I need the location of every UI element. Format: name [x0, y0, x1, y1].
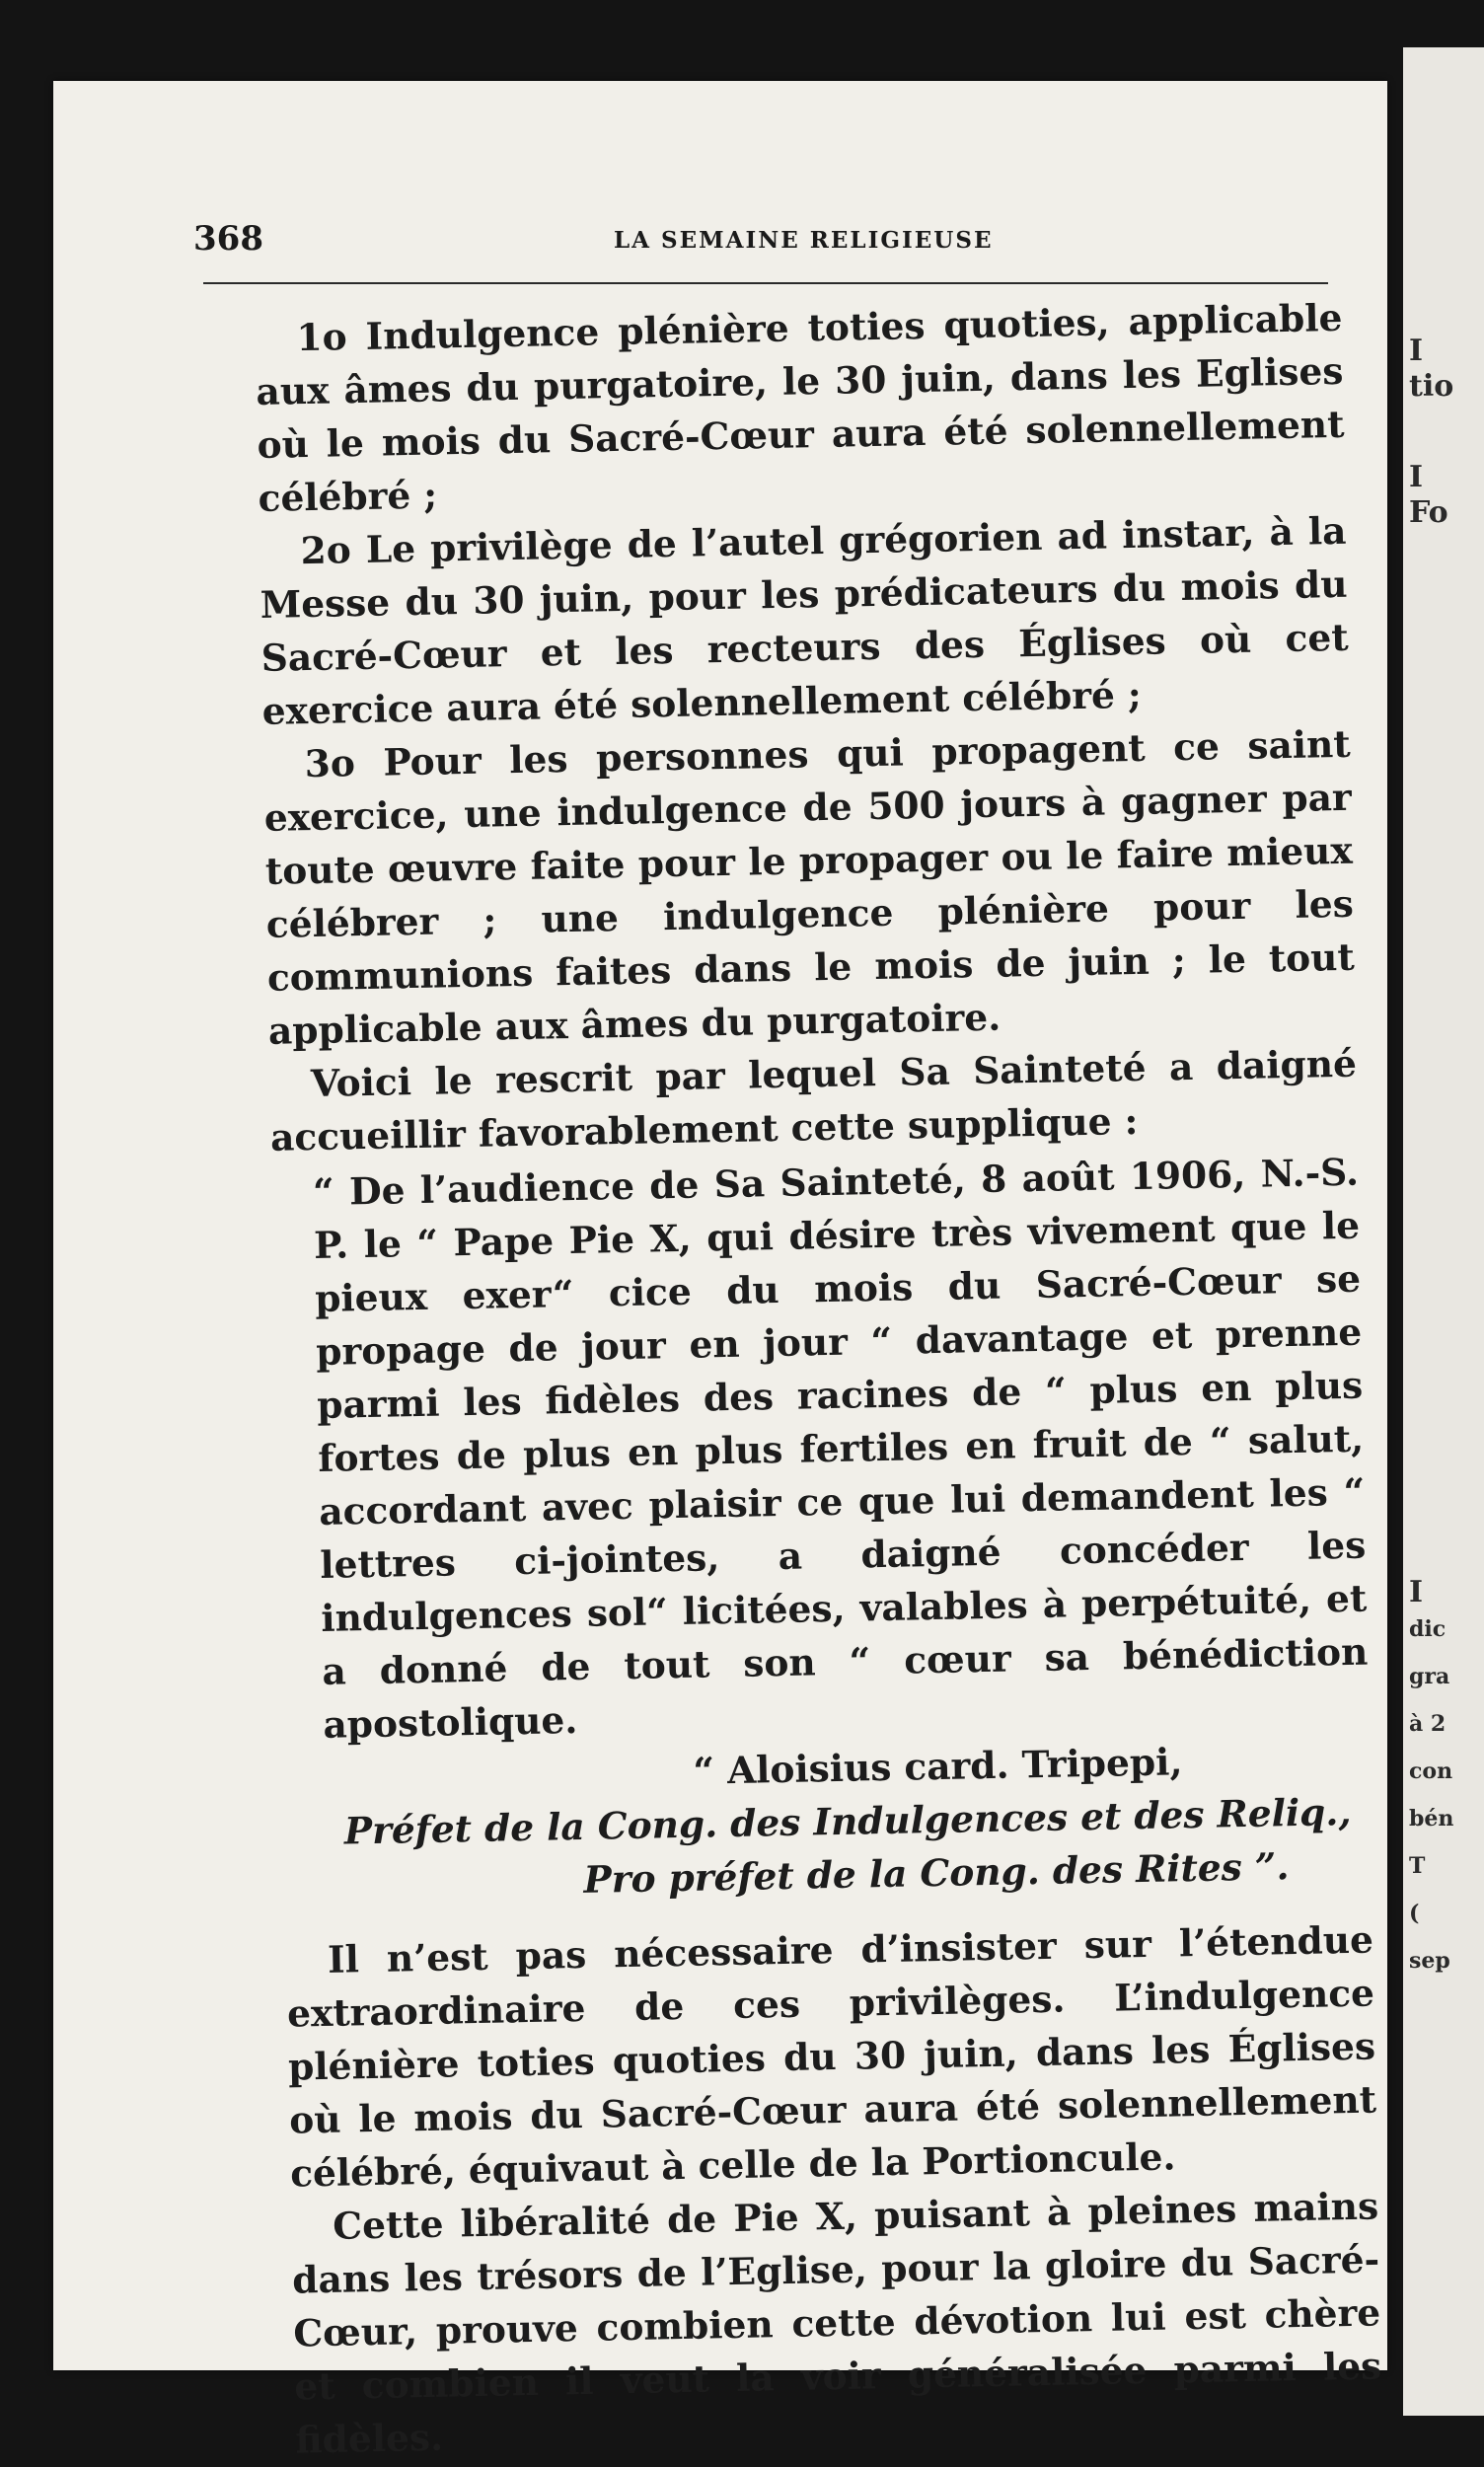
adjacent-fragment: gra: [1409, 1664, 1450, 1689]
running-title: LA SEMAINE RELIGIEUSE: [614, 227, 994, 254]
header-rule: [203, 282, 1328, 284]
adjacent-fragment: bén: [1409, 1806, 1454, 1832]
page-header: [193, 219, 1328, 266]
rescript-quote: [313, 1146, 1373, 1911]
rescript-text: “ De l’audience de Sa Sainteté, 8 août 1906, N.-S. P. le “ Pape Pie X, qui désire très vivement que le pieux exer“ cice du mois du Sacré-Cœur se propage de jour en jour “ davantage et prenne parmi les fidèles des racines de “ plus en plus fortes de plus en plus fertiles en fruit de “ salut, accordant avec plaisir ce que lui demandent les “ lettres ci-jointes, a daigné concéder les indulgences sol“ licitées, valables à perpétuité, et a donné de tout son “ cœur sa bénédiction apostolique.: [312, 1150, 1369, 1747]
paragraph-conclusion: Cette libéralité de Pie X, puisant à pleines mains dans les trésors de l’Eglise, pour la gloire du Sacré-Cœur, prouve combien cette dévotion lui est chère et combien il veut la voir généralisée parmi les fidèles.: [291, 2184, 1382, 2462]
signature-title-pro-prefet: Pro préfet de la Cong. des Rites ”.: [583, 1844, 1290, 1902]
paragraph-indulgence-500-jours: 3o Pour les personnes qui propagent ce saint exercice, une indulgence de 500 jours à gagner par toute œuvre faite pour le propager ou le faire mieux célébrer ; une indulgence plénière pour les communions faites dans le mois de juin ; le tout applicable aux âmes du purgatoire.: [263, 721, 1356, 1053]
adjacent-fragment: con: [1409, 1758, 1453, 1784]
adjacent-fragment: sep: [1409, 1948, 1450, 1974]
adjacent-fragment: I: [1409, 460, 1424, 494]
adjacent-fragment: (: [1409, 1901, 1420, 1926]
page-number: 368: [193, 219, 263, 259]
adjacent-fragment: T: [1409, 1853, 1426, 1879]
adjacent-fragment: dic: [1409, 1616, 1447, 1642]
paragraph-commentary: Il n’est pas nécessaire d’insister sur l’étendue extraordinaire de ces privilèges. L’indulgence plénière toties quoties du 30 juin, dans les Églises où le mois du Sacré-Cœur aura été solennellement célébré, équivaut à celle de la Portioncule.: [286, 1917, 1377, 2196]
adjacent-fragment: tio: [1409, 369, 1454, 404]
signature-name: “ Aloisius card. Tripepi,: [693, 1740, 1183, 1793]
paragraph-privilege-autel: 2o Le privilège de l’autel grégorien ad instar, à la Messe du 30 juin, pour les prédicateurs du mois du Sacré-Cœur et les recteurs des Églises où cet exercice aura été solennellement célébré ;: [260, 508, 1349, 733]
paragraph-rescrit-intro: Voici le rescrit par lequel Sa Sainteté a daigné accueillir favorablement cette supplique :: [269, 1041, 1358, 1159]
adjacent-fragment: I: [1409, 334, 1424, 368]
adjacent-fragment: à 2: [1409, 1711, 1447, 1737]
signature-title: Préfet de la Cong. des Indulgences et des Reliq.,: [343, 1789, 1352, 1853]
adjacent-page-edge: [1403, 47, 1484, 2416]
adjacent-fragment: I: [1409, 1575, 1424, 1609]
page-body: [255, 291, 1383, 2467]
paragraph-indulgence-pleniere: 1o Indulgence plénière toties quoties, applicable aux âmes du purgatoire, le 30 juin, dans les Eglises où le mois du Sacré-Cœur aura été solennellement célébré ;: [256, 295, 1345, 520]
adjacent-fragment: Fo: [1409, 495, 1448, 530]
rescript-signature: [324, 1732, 1373, 1911]
